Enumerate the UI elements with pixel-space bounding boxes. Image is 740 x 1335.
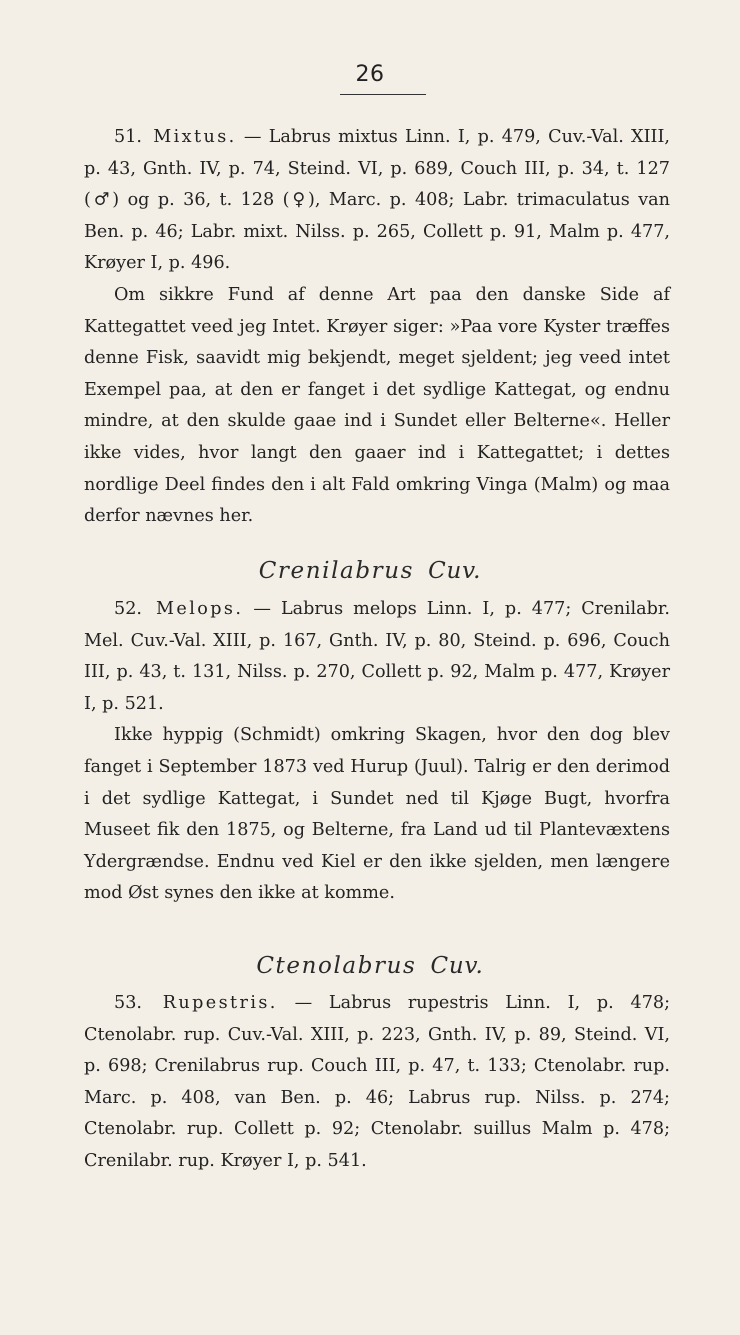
genus-author: Cuv. [430, 953, 484, 979]
species-52-synonymy-paragraph [84, 594, 670, 720]
genus-author: Cuv. [428, 558, 482, 584]
page-number: 26 [355, 62, 385, 87]
species-53-entry [84, 988, 670, 1178]
genus-name: Crenilabrus [258, 558, 415, 584]
species-52-synonymy: — Labrus melops Linn. I, p. 477; Crenilabr. Mel. Cuv.-Val. XIII, p. 167, Gnth. IV, p. 80, Steind. p. 696, Couch III, p. 43, t. 131, Nilss. p. 270, Collett p. 92, Malm p. 477, Krøyer I, p. 521. [84, 599, 671, 714]
species-51-name: Mixtus. [153, 127, 237, 147]
page-number-rule [340, 94, 426, 95]
species-52-name: Melops. [156, 599, 244, 619]
species-53-name: Rupestris. [162, 993, 278, 1013]
species-52-number: 52. [114, 599, 142, 619]
species-52-entry [84, 594, 670, 910]
species-51-synonymy-paragraph [84, 122, 670, 280]
species-51-body: Om sikkre Fund af denne Art paa den danske Side af Kattegattet veed jeg Intet. Krøyer siger: »Paa vore Kyster træffes denne Fisk, saavidt mig bekjendt, meget sjeldent; jeg veed intet Exempel paa, at den er fanget i det sydlige Kattegat, og endnu mindre, at den skulde gaae ind i Sundet eller Belterne«. Heller ikke vides, hvor langt den gaaer ind i Kattegattet; i dettes nordlige Deel findes den i alt Fald omkring Vinga (Malm) og maa derfor nævnes her. [84, 284, 670, 527]
species-52-body: Ikke hyppig (Schmidt) omkring Skagen, hvor den dog blev fanget i September 1873 ved Hurup (Juul). Talrig er den derimod i det sydlige Kattegat, i Sundet ned til Kjøge Bugt, hvorfra Museet fik den 1875, og Belterne, fra Land ud til Plantevæxtens Ydergrændse. Endnu ved Kiel er den ikke sjelden, men længere mod Øst synes den ikke at komme. [84, 725, 670, 904]
species-53-synonymy-paragraph [84, 988, 670, 1178]
species-51-entry [84, 122, 670, 533]
species-53-synonymy: — Labrus rupestris Linn. I, p. 478; Ctenolabr. rup. Cuv.-Val. XIII, p. 223, Gnth. IV, p. 89, Steind. VI, p. 698; Crenilabrus rup. Couch III, p. 47, t. 133; Ctenolabr. rup. Marc. p. 408, van Ben. p. 46; Labrus rup. Nilss. p. 274; Ctenolabr. rup. Collett p. 92; Ctenolabr. suillus Malm p. 478; Crenilabr. rup. Krøyer I, p. 541. [84, 993, 671, 1171]
species-51-synonymy: — Labrus mixtus Linn. I, p. 479, Cuv.-Val. XIII, p. 43, Gnth. IV, p. 74, Steind. VI, p. 689, Couch III, p. 34, t. 127 (♂) og p. 36, t. 128 (♀), Marc. p. 408; Labr. trimaculatus van Ben. p. 46; Labr. mixt. Nilss. p. 265, Collett p. 91, Malm p. 477, Krøyer I, p. 496. [84, 127, 671, 274]
species-53-number: 53. [114, 993, 142, 1013]
genus-name: Ctenolabrus [256, 953, 417, 979]
genus-heading-crenilabrus [0, 558, 740, 584]
species-51-number: 51. [114, 127, 142, 147]
genus-heading-ctenolabrus [0, 953, 740, 979]
